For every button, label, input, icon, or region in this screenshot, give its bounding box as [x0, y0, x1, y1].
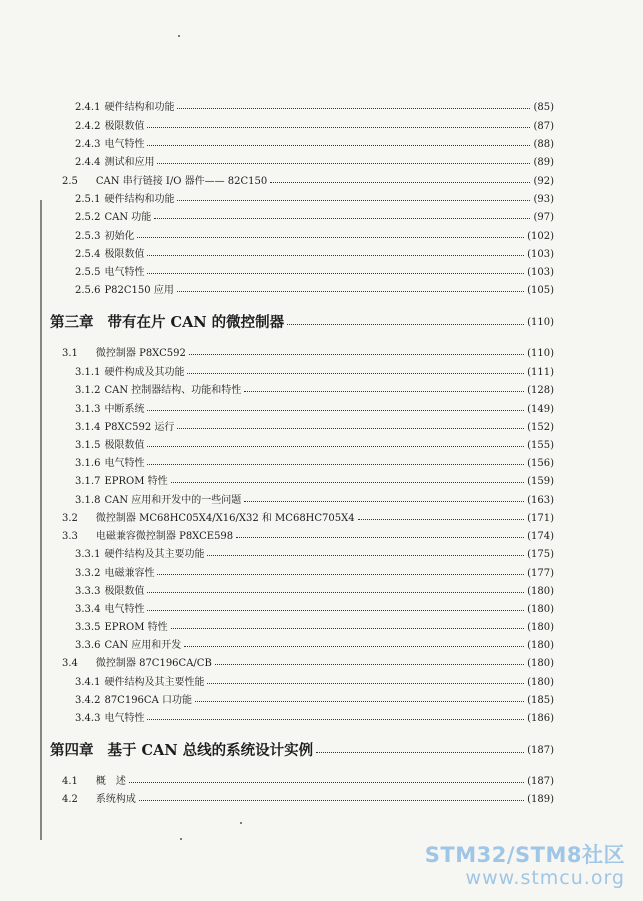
toc-number: 2.5.3	[75, 231, 101, 242]
toc-number: 第三章	[50, 314, 94, 331]
toc-number: 3.4.2	[75, 695, 101, 706]
toc-number: 4.2	[62, 794, 78, 805]
watermark-brand: STM32/STM8社区	[424, 843, 625, 867]
toc-subsection-row	[75, 230, 554, 244]
toc-number: 3.1.1	[75, 367, 101, 378]
toc-leader-dots	[195, 694, 524, 702]
toc-page-number: (171)	[527, 513, 554, 524]
toc-section-row	[62, 530, 554, 544]
toc-section-row	[62, 657, 554, 671]
toc-number: 3.3	[62, 531, 78, 542]
toc-leader-dots	[177, 421, 524, 429]
toc-number: 3.1	[62, 348, 78, 359]
toc-page-number: (103)	[527, 249, 554, 260]
toc-page-number: (155)	[527, 440, 554, 451]
toc-page-number: (186)	[527, 713, 554, 724]
toc-page-number: (180)	[527, 622, 554, 633]
toc-title: CAN 串行链接 I/O 器件—— 82C150	[95, 176, 268, 187]
toc-subsection-row	[75, 248, 554, 262]
toc-number: 3.3.5	[75, 622, 101, 633]
toc-subsection-row	[75, 211, 554, 225]
toc-subsection-row	[75, 421, 554, 435]
toc-subsection-row	[75, 384, 554, 398]
toc-page-number: (110)	[527, 317, 554, 328]
toc-number: 3.3.3	[75, 586, 101, 597]
toc-leader-dots	[157, 567, 524, 575]
toc-leader-dots	[154, 211, 530, 219]
toc-number: 2.5.2	[75, 212, 101, 223]
toc-title: 极限数值	[104, 586, 145, 597]
toc-page-number: (189)	[527, 794, 554, 805]
toc-subsection-row	[75, 120, 554, 134]
toc-title: CAN 应用和开发	[104, 640, 182, 651]
toc-title: 基于 CAN 总线的系统设计实例	[107, 742, 314, 759]
toc-leader-dots	[316, 742, 524, 753]
scan-speck	[180, 838, 182, 840]
toc-title: 极限数值	[104, 121, 145, 132]
toc-title: 硬件构成及其功能	[104, 367, 185, 378]
toc-number: 3.1.6	[75, 458, 101, 469]
toc-leader-dots	[177, 101, 530, 109]
toc-page-number: (163)	[527, 495, 554, 506]
toc-subsection-row	[75, 567, 554, 581]
toc-number: 3.1.3	[75, 404, 101, 415]
toc-number: 2.4.3	[75, 139, 101, 150]
toc-leader-dots	[171, 475, 524, 483]
toc-leader-dots	[184, 639, 524, 647]
watermark	[425, 843, 625, 889]
toc-leader-dots	[147, 439, 524, 447]
toc-number: 3.4.1	[75, 677, 101, 688]
toc-page-number: (185)	[527, 695, 554, 706]
toc-number: 3.4.3	[75, 713, 101, 724]
toc-leader-dots	[270, 175, 530, 183]
toc-leader-dots	[244, 384, 524, 392]
toc-number: 2.5.5	[75, 267, 101, 278]
toc-number: 2.4.4	[75, 157, 101, 168]
toc-number: 2.5	[62, 176, 78, 187]
toc-title: 系统构成	[95, 794, 136, 805]
toc-page-number: (87)	[533, 121, 554, 132]
toc-subsection-row	[75, 694, 554, 708]
watermark-url: www.stmcu.org	[465, 867, 625, 889]
toc-title: 电气特性	[104, 458, 145, 469]
toc-subsection-row	[75, 603, 554, 617]
toc-section-row	[62, 775, 554, 789]
toc-title: 硬件结构及其主要功能	[104, 549, 205, 560]
toc-leader-dots	[215, 657, 524, 665]
toc-leader-dots	[147, 403, 524, 411]
toc-leader-dots	[147, 120, 530, 128]
toc-title: 电磁兼容性	[104, 568, 155, 579]
toc-subsection-row	[75, 156, 554, 170]
toc-title: 微控制器 P8XC592	[95, 348, 186, 359]
toc-title: EPROM 特性	[104, 476, 168, 487]
toc-title: P82C150 应用	[104, 285, 174, 296]
toc-leader-dots	[157, 156, 530, 164]
toc-leader-dots	[147, 603, 524, 611]
toc-title: 微控制器 MC68HC05X4/X16/X32 和 MC68HC705X4	[95, 513, 355, 524]
toc-leader-dots	[244, 494, 524, 502]
toc-title: 87C196CA 口功能	[104, 695, 192, 706]
toc-page-number: (174)	[527, 531, 554, 542]
toc-subsection-row	[75, 266, 554, 280]
toc-page-number: (180)	[527, 640, 554, 651]
toc-number: 3.2	[62, 513, 78, 524]
toc-number: 2.4.1	[75, 102, 101, 113]
toc-page-number: (180)	[527, 604, 554, 615]
toc-number: 2.4.2	[75, 121, 101, 132]
toc-subsection-row	[75, 712, 554, 726]
toc-page-number: (111)	[527, 367, 554, 378]
toc-subsection-row	[75, 457, 554, 471]
toc-subsection-row	[75, 366, 554, 380]
toc-title: 带有在片 CAN 的微控制器	[107, 314, 285, 331]
toc-subsection-row	[75, 439, 554, 453]
toc-leader-dots	[187, 366, 524, 374]
toc-subsection-row	[75, 639, 554, 653]
toc-chapter-row	[50, 314, 554, 332]
toc-title: 硬件结构和功能	[104, 102, 175, 113]
toc-number: 3.1.2	[75, 385, 101, 396]
toc-leader-dots	[189, 347, 524, 355]
toc-leader-dots	[129, 775, 524, 783]
toc-number: 3.1.4	[75, 422, 101, 433]
toc-page-number: (156)	[527, 458, 554, 469]
toc-page-number: (88)	[533, 139, 554, 150]
toc-page-number: (187)	[527, 745, 554, 756]
toc-title: 电气特性	[104, 604, 145, 615]
toc-leader-dots	[287, 314, 524, 325]
toc-leader-dots	[137, 230, 524, 238]
toc-leader-dots	[236, 530, 524, 538]
toc-subsection-row	[75, 403, 554, 417]
toc-subsection-row	[75, 138, 554, 152]
toc-subsection-row	[75, 621, 554, 635]
toc-number: 3.3.1	[75, 549, 101, 560]
toc-page-number: (97)	[533, 212, 554, 223]
toc-number: 3.3.2	[75, 568, 101, 579]
toc-title: EPROM 特性	[104, 622, 168, 633]
toc-subsection-row	[75, 101, 554, 115]
toc-page-number: (175)	[527, 549, 554, 560]
toc-page-number: (187)	[527, 776, 554, 787]
toc-subsection-row	[75, 494, 554, 508]
toc-title: 电气特性	[104, 267, 145, 278]
toc-page-number: (152)	[527, 422, 554, 433]
scan-speck	[240, 822, 242, 824]
toc-title: 初始化	[104, 231, 135, 242]
toc-page-number: (149)	[527, 404, 554, 415]
toc-number: 3.1.7	[75, 476, 101, 487]
toc-leader-dots	[147, 457, 524, 465]
toc-page-number: (180)	[527, 677, 554, 688]
toc-title: 电气特性	[104, 139, 145, 150]
toc-subsection-row	[75, 676, 554, 690]
toc-title: 测试和应用	[104, 157, 155, 168]
toc-subsection-row	[75, 193, 554, 207]
toc-leader-dots	[139, 793, 524, 801]
toc-number: 2.5.1	[75, 194, 101, 205]
toc-leader-dots	[207, 676, 524, 684]
toc-leader-dots	[147, 712, 524, 720]
toc-title: 概 述	[95, 776, 126, 787]
toc-section-row	[62, 175, 554, 189]
toc-page-number: (180)	[527, 658, 554, 669]
toc-page-number: (177)	[527, 568, 554, 579]
toc-page-number: (93)	[533, 194, 554, 205]
toc-leader-dots	[358, 512, 524, 520]
toc-page-number: (102)	[527, 231, 554, 242]
toc-title: P8XC592 运行	[104, 422, 175, 433]
toc-leader-dots	[207, 548, 524, 556]
toc-number: 3.3.6	[75, 640, 101, 651]
toc-section-row	[62, 793, 554, 807]
toc-title: 极限数值	[104, 440, 145, 451]
toc-number: 4.1	[62, 776, 78, 787]
toc-title: 电气特性	[104, 713, 145, 724]
toc-leader-dots	[147, 138, 530, 146]
toc-title: 极限数值	[104, 249, 145, 260]
toc-number: 3.1.8	[75, 495, 101, 506]
toc-title: CAN 控制器结构、功能和特性	[104, 385, 242, 396]
toc-leader-dots	[147, 585, 524, 593]
toc-subsection-row	[75, 548, 554, 562]
toc-number: 第四章	[50, 742, 94, 759]
toc-leader-dots	[147, 248, 524, 256]
toc-leader-dots	[177, 284, 524, 292]
toc-page-number: (159)	[527, 476, 554, 487]
toc-title: 中断系统	[104, 404, 145, 415]
toc-number: 3.4	[62, 658, 78, 669]
toc-page-number: (85)	[533, 102, 554, 113]
toc-title: 硬件结构和功能	[104, 194, 175, 205]
toc-subsection-row	[75, 284, 554, 298]
toc-subsection-row	[75, 585, 554, 599]
toc-title: CAN 功能	[104, 212, 152, 223]
toc-subsection-row	[75, 475, 554, 489]
toc-page-number: (92)	[533, 176, 554, 187]
toc-number: 2.5.6	[75, 285, 101, 296]
toc-title: 电磁兼容微控制器 P8XCE598	[95, 531, 234, 542]
toc-number: 3.3.4	[75, 604, 101, 615]
toc-leader-dots	[147, 266, 524, 274]
toc-page-number: (89)	[533, 157, 554, 168]
toc-page-number: (180)	[527, 586, 554, 597]
toc-page-number: (110)	[527, 348, 554, 359]
toc-page-number: (103)	[527, 267, 554, 278]
toc-title: 硬件结构及其主要性能	[104, 677, 205, 688]
toc-page-number: (105)	[527, 285, 554, 296]
toc-chapter-row	[50, 742, 554, 760]
toc-title: CAN 应用和开发中的一些问题	[104, 495, 242, 506]
toc-section-row	[62, 512, 554, 526]
toc-section-row	[62, 347, 554, 361]
toc-leader-dots	[171, 621, 524, 629]
toc-page-number: (128)	[527, 385, 554, 396]
scan-speck	[178, 35, 180, 37]
toc-title: 微控制器 87C196CA/CB	[95, 658, 212, 669]
toc-number: 3.1.5	[75, 440, 101, 451]
toc-number: 2.5.4	[75, 249, 101, 260]
toc-leader-dots	[177, 193, 530, 201]
